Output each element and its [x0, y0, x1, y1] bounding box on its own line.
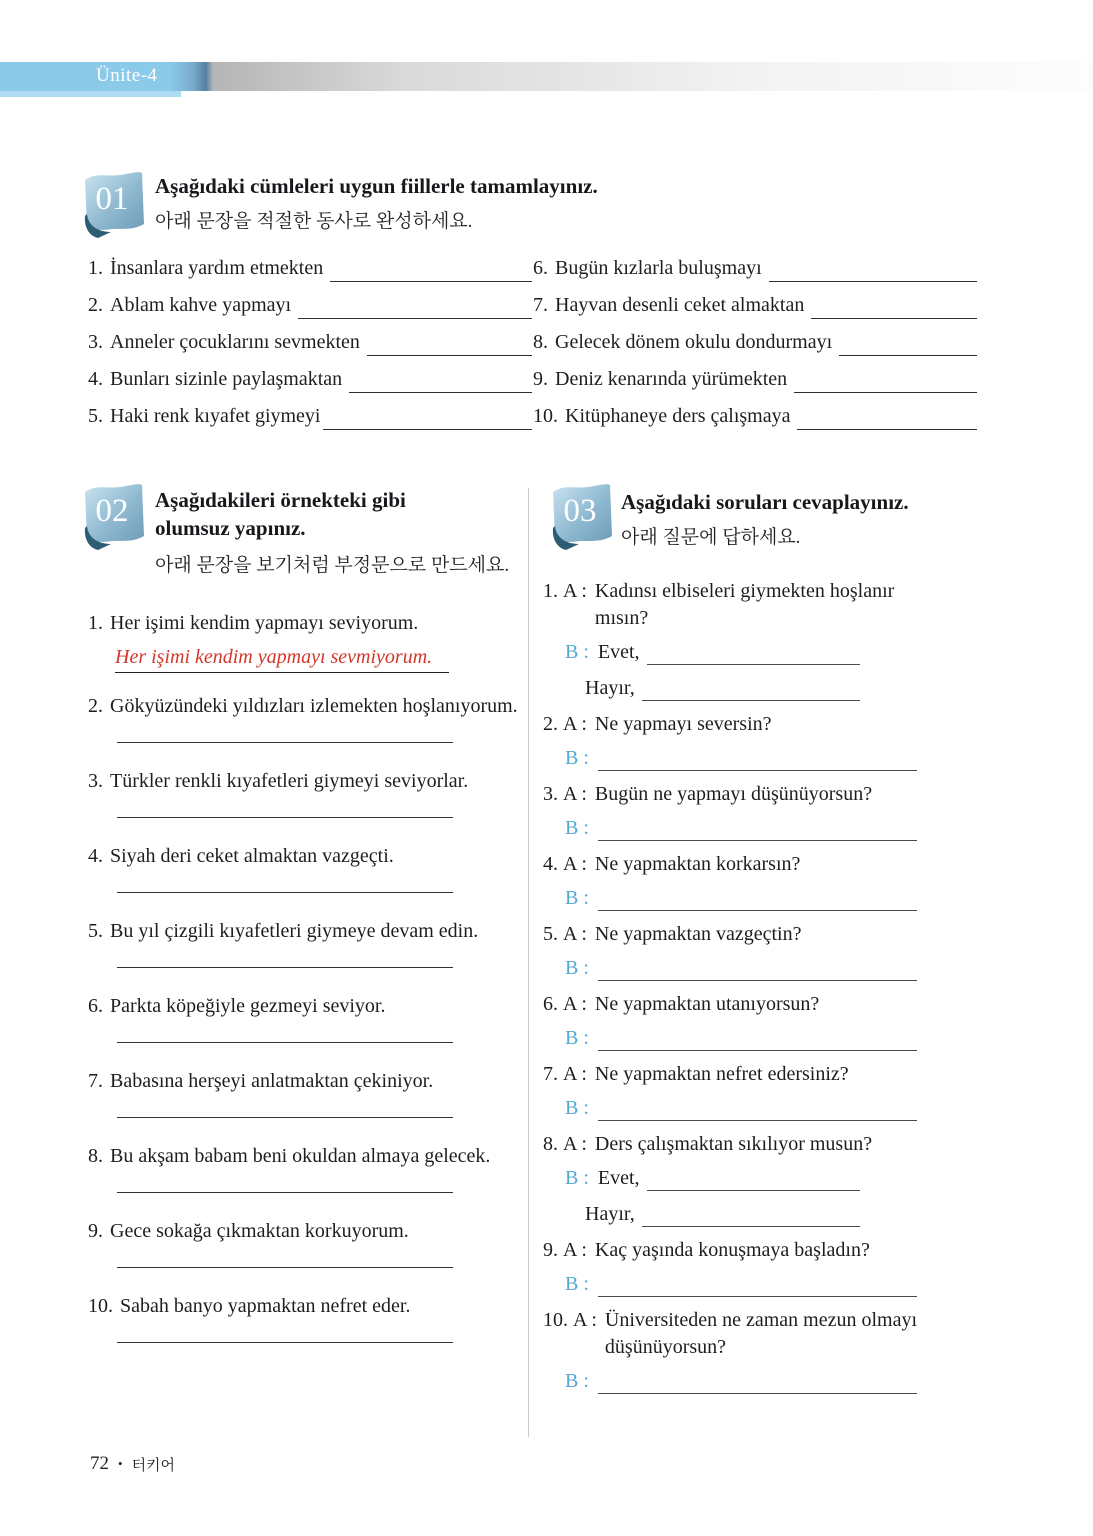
- item-text: Parkta köpeğiyle gezmeyi seviyor.: [110, 995, 386, 1017]
- item-number: 1.: [88, 257, 103, 279]
- item-number: 2.: [88, 294, 103, 316]
- question-text: Üniversiteden ne zaman mezun olmayı düşünüyorsun?: [604, 1309, 918, 1358]
- exercise3-item: [543, 1061, 917, 1121]
- item-number: 3.: [88, 770, 103, 792]
- item-text: Gelecek dönem okulu dondurmayı: [555, 331, 833, 353]
- item-text: Türkler renkli kıyafetleri giymeyi seviyorlar.: [110, 770, 469, 792]
- exercise3-item: [543, 991, 917, 1051]
- answer-line: [117, 892, 453, 893]
- answer-row: [565, 745, 917, 771]
- item-number: 3.: [543, 783, 558, 805]
- item-number: 10.: [88, 1295, 113, 1317]
- section-03-title: Aşağıdaki soruları cevaplayınız.: [621, 490, 909, 514]
- item-number: 1.: [543, 580, 558, 602]
- item-text: Bu akşam babam beni okuldan almaya gelecek.: [110, 1145, 491, 1167]
- exercise1-item: [88, 292, 532, 319]
- item-text: Haki renk kıyafet giymeyi: [110, 405, 321, 427]
- speaker-a-label: A :: [563, 853, 587, 875]
- item-text: Her işimi kendim yapmayı seviyorum.: [110, 612, 419, 634]
- exercise3-item: [543, 781, 917, 841]
- item-number: 8.: [533, 331, 548, 353]
- exercise1-left-column: [88, 255, 532, 440]
- answer-blank: [769, 258, 977, 282]
- item-number: 1.: [88, 612, 103, 634]
- book-title: 터키어: [131, 1456, 176, 1474]
- speaker-a-label: A :: [563, 1133, 587, 1155]
- exercise2-item: [88, 768, 536, 818]
- section-01-badge: [80, 168, 146, 240]
- question-text: Ne yapmaktan utanıyorsun?: [594, 993, 820, 1015]
- speaker-b-label: B :: [565, 1370, 589, 1392]
- answer-row-no: [585, 1201, 917, 1227]
- speaker-b-label: B :: [565, 887, 589, 909]
- unit-header-bar: [0, 62, 1093, 91]
- exercise3-item: [543, 1307, 917, 1394]
- answer-row: [565, 955, 917, 981]
- answer-blank: [367, 332, 532, 356]
- section-03-number: 03: [563, 492, 597, 529]
- item-text: Sabah banyo yapmaktan nefret eder.: [120, 1295, 411, 1317]
- question-text: Ne yapmaktan nefret edersiniz?: [594, 1063, 849, 1085]
- answer-row: [565, 815, 917, 841]
- answer-blank: [298, 295, 532, 319]
- answer-blank: [797, 406, 977, 430]
- answer-line: [117, 742, 453, 743]
- speaker-a-label: A :: [563, 993, 587, 1015]
- item-text: Bugün kızlarla buluşmayı: [555, 257, 762, 279]
- item-number: 6.: [88, 995, 103, 1017]
- item-text: Hayvan desenli ceket almaktan: [555, 294, 805, 316]
- answer-blank: [794, 369, 977, 393]
- item-text: Babasına herşeyi anlatmaktan çekiniyor.: [110, 1070, 434, 1092]
- yes-label: Evet,: [597, 641, 640, 663]
- answer-row: [565, 1025, 917, 1051]
- speaker-a-label: A :: [563, 783, 587, 805]
- item-text: Gece sokağa çıkmaktan korkuyorum.: [110, 1220, 409, 1242]
- answer-line: [117, 967, 453, 968]
- answer-row: [565, 885, 917, 911]
- answer-line: [117, 1192, 453, 1193]
- section-03-subtitle-ko: 아래 질문에 답하세요.: [621, 527, 801, 548]
- section-01-subtitle-ko: 아래 문장을 적절한 동사로 완성하세요.: [155, 211, 473, 232]
- item-number: 10.: [533, 405, 558, 427]
- exercise3-item: [543, 711, 917, 771]
- answer-blank: [323, 406, 533, 430]
- question-text: Kadınsı elbiseleri giymekten hoşlanır mısın?: [594, 580, 895, 629]
- item-number: 3.: [88, 331, 103, 353]
- answer-blank: [598, 1030, 917, 1051]
- item-number: 9.: [88, 1220, 103, 1242]
- speaker-a-label: A :: [563, 1239, 587, 1261]
- item-number: 6.: [533, 257, 548, 279]
- item-text: Deniz kenarında yürümekten: [555, 368, 788, 390]
- speaker-a-label: A :: [573, 1309, 597, 1331]
- question-text: Ne yapmaktan korkarsın?: [594, 853, 801, 875]
- page-number: 72: [90, 1453, 109, 1474]
- item-number: 5.: [543, 923, 558, 945]
- item-number: 8.: [88, 1145, 103, 1167]
- exercise1-item: [88, 366, 532, 393]
- section-01-number: 01: [95, 180, 129, 217]
- answer-blank: [647, 1170, 860, 1191]
- answer-row: [565, 1095, 917, 1121]
- section-02-badge: [80, 480, 146, 552]
- exercise1-item: [88, 255, 532, 282]
- section-03-badge: [548, 480, 614, 552]
- item-text: Anneler çocuklarını sevmekten: [110, 331, 360, 353]
- item-number: 8.: [543, 1133, 558, 1155]
- answer-blank: [598, 820, 917, 841]
- unit-title: Ünite-4: [96, 65, 158, 86]
- answer-line: [117, 1267, 453, 1268]
- answer-blank: [839, 332, 977, 356]
- item-text: Bu yıl çizgili kıyafetleri giymeye devam edin.: [110, 920, 479, 942]
- answer-row: [565, 1368, 917, 1394]
- item-number: 5.: [88, 405, 103, 427]
- answer-row: [565, 1271, 917, 1297]
- section-02-subtitle-ko: 아래 문장을 보기처럼 부정문으로 만드세요.: [155, 555, 510, 576]
- yes-label: Evet,: [597, 1167, 640, 1189]
- item-text: Siyah deri ceket almaktan vazgeçti.: [110, 845, 394, 867]
- exercise2-item: [88, 1293, 536, 1343]
- item-text: Gökyüzündeki yıldızları izlemekten hoşlanıyorum.: [110, 695, 518, 717]
- question-text: Ne yapmaktan vazgeçtin?: [594, 923, 802, 945]
- exercise2-item: [88, 843, 536, 893]
- question-text: Bugün ne yapmayı düşünüyorsun?: [594, 783, 873, 805]
- exercise3-item: [543, 1131, 917, 1227]
- answer-row-no: [585, 675, 917, 701]
- speaker-b-label: B :: [565, 1273, 589, 1295]
- item-number: 5.: [88, 920, 103, 942]
- speaker-b-label: B :: [565, 1027, 589, 1049]
- speaker-a-label: A :: [563, 1063, 587, 1085]
- exercise2-item: [88, 1068, 536, 1118]
- speaker-a-label: A :: [563, 923, 587, 945]
- speaker-b-label: B :: [565, 747, 589, 769]
- exercise1-item: [533, 292, 977, 319]
- item-number: 9.: [533, 368, 548, 390]
- item-text: Kitüphaneye ders çalışmaya: [565, 405, 791, 427]
- speaker-b-label: B :: [565, 957, 589, 979]
- exercise1-item: [88, 403, 532, 430]
- exercise3-list: [543, 578, 917, 1404]
- exercise1-item: [88, 329, 532, 356]
- section-01-title: Aşağıdaki cümleleri uygun fiillerle tamamlayınız.: [155, 174, 598, 198]
- answer-line: [117, 817, 453, 818]
- answer-blank: [598, 960, 917, 981]
- answer-row-yes: [565, 639, 917, 665]
- answer-blank: [598, 1276, 917, 1297]
- exercise1-item: [533, 329, 977, 356]
- question-text: Ders çalışmaktan sıkılıyor musun?: [594, 1133, 873, 1155]
- exercise3-item: [543, 578, 917, 701]
- speaker-b-label: B :: [565, 1167, 589, 1189]
- exercise1-item: [533, 366, 977, 393]
- exercise1-right-column: [533, 255, 977, 440]
- answer-blank: [349, 369, 532, 393]
- example-answer-line: [115, 644, 449, 673]
- exercise2-item: [88, 1143, 536, 1193]
- speaker-b-label: B :: [565, 641, 589, 663]
- answer-row-yes: [565, 1165, 917, 1191]
- item-number: 7.: [88, 1070, 103, 1092]
- answer-blank: [598, 1100, 917, 1121]
- exercise3-item: [543, 921, 917, 981]
- exercise1-item: [533, 403, 977, 430]
- section-02-number: 02: [95, 492, 129, 529]
- item-text: Bunları sizinle paylaşmaktan: [110, 368, 343, 390]
- section-02-title: Aşağıdakileri örnekteki gibi olumsuz yapınız.: [155, 488, 406, 540]
- exercise2-item: [88, 918, 536, 968]
- item-text: Ablam kahve yapmayı: [110, 294, 292, 316]
- answer-blank: [330, 258, 532, 282]
- speaker-b-label: B :: [565, 817, 589, 839]
- item-number: 4.: [88, 368, 103, 390]
- answer-blank: [642, 1206, 860, 1227]
- question-text: Kaç yaşında konuşmaya başladın?: [594, 1239, 870, 1261]
- exercise2-item: [88, 610, 536, 673]
- answer-blank: [598, 1373, 917, 1394]
- exercise3-item: [543, 851, 917, 911]
- exercise2-item: [88, 993, 536, 1043]
- page-footer: [90, 1453, 175, 1475]
- answer-line: [117, 1117, 453, 1118]
- footer-separator: •: [118, 1456, 123, 1471]
- speaker-b-label: B :: [565, 1097, 589, 1119]
- speaker-a-label: A :: [563, 713, 587, 735]
- answer-blank: [598, 750, 917, 771]
- exercise3-item: [543, 1237, 917, 1297]
- item-number: 6.: [543, 993, 558, 1015]
- answer-line: [117, 1342, 453, 1343]
- item-number: 4.: [88, 845, 103, 867]
- exercise2-list: [88, 610, 536, 1368]
- answer-blank: [811, 295, 977, 319]
- no-label: Hayır,: [585, 1203, 635, 1225]
- no-label: Hayır,: [585, 677, 635, 699]
- speaker-a-label: A :: [563, 580, 587, 602]
- answer-blank: [647, 644, 860, 665]
- column-divider: [528, 488, 529, 1437]
- example-answer-text: Her işimi kendim yapmayı sevmiyorum.: [115, 646, 433, 668]
- question-text: Ne yapmayı seversin?: [594, 713, 772, 735]
- answer-blank: [598, 890, 917, 911]
- item-number: 7.: [533, 294, 548, 316]
- item-number: 2.: [543, 713, 558, 735]
- item-number: 2.: [88, 695, 103, 717]
- item-number: 9.: [543, 1239, 558, 1261]
- answer-blank: [642, 680, 860, 701]
- item-number: 10.: [543, 1309, 568, 1331]
- item-number: 4.: [543, 853, 558, 875]
- exercise1-item: [533, 255, 977, 282]
- item-text: İnsanlara yardım etmekten: [110, 257, 324, 279]
- item-number: 7.: [543, 1063, 558, 1085]
- exercise2-item: [88, 693, 536, 743]
- exercise2-item: [88, 1218, 536, 1268]
- answer-line: [117, 1042, 453, 1043]
